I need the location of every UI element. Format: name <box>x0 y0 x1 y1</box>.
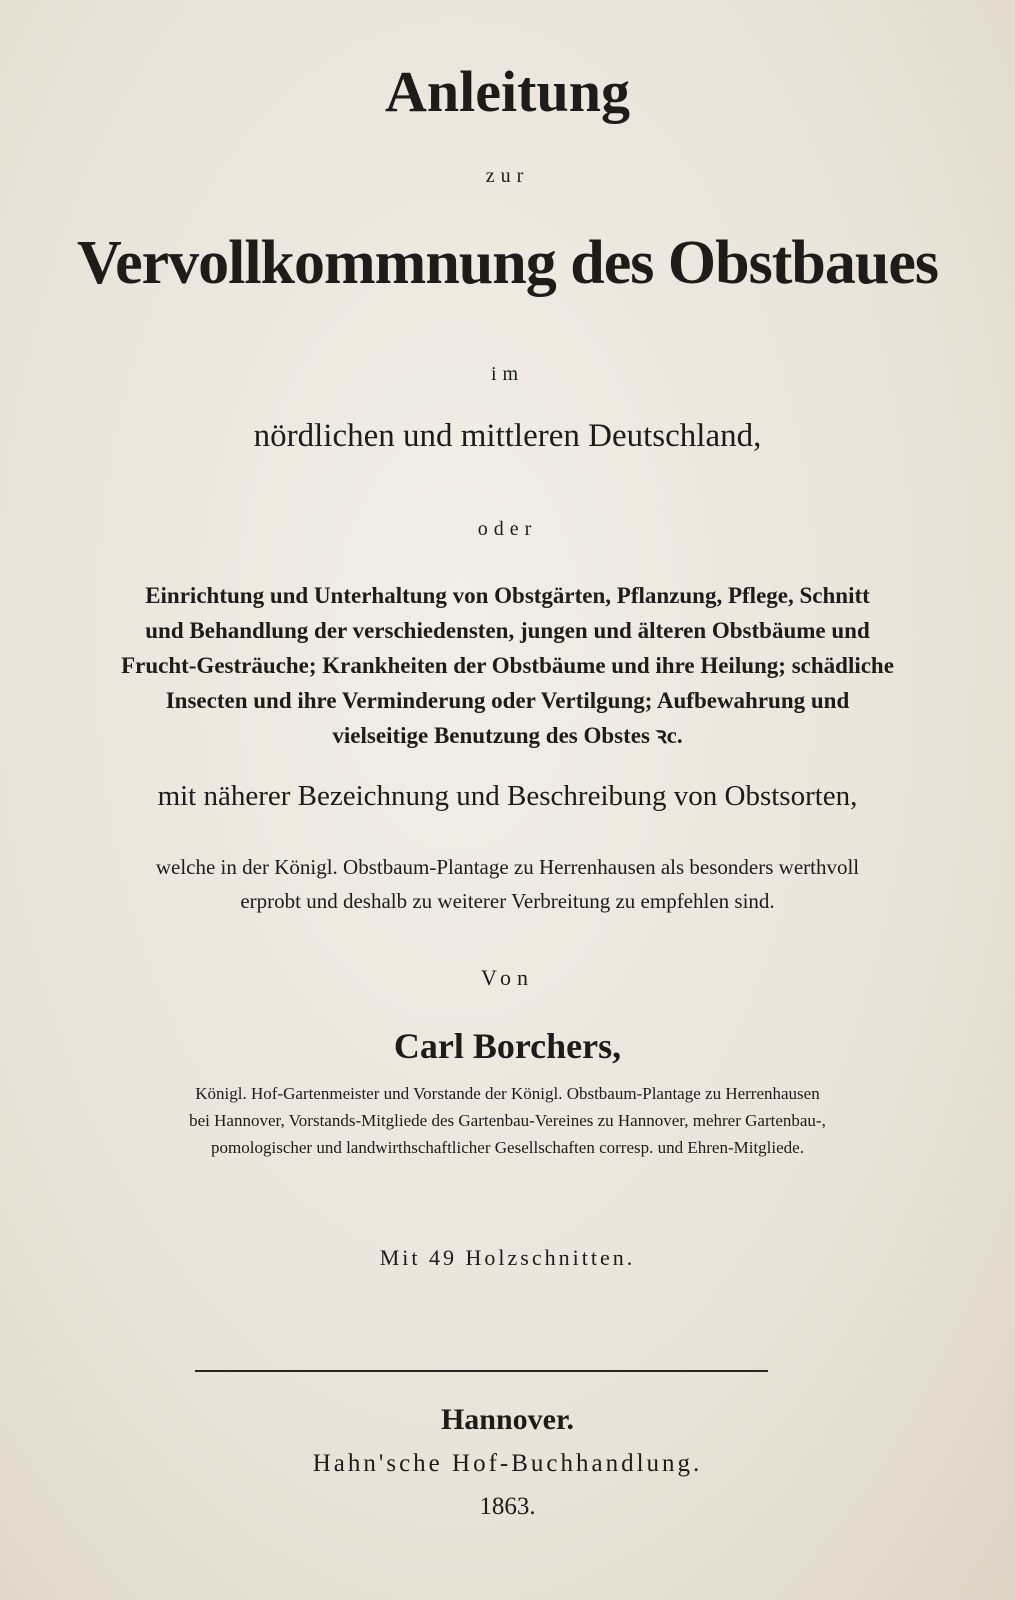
zur: zur <box>485 165 530 187</box>
subtitle: mit näherer Bezeichnung und Beschreibung von Obstsorten, <box>157 780 858 812</box>
oder: oder <box>477 518 538 540</box>
subtitle-detail-line: welche in der Königl. Obstbaum-Plantage zu Herrenhausen als besonders werthvoll <box>155 855 860 879</box>
illustrations-note: Mit 49 Holzschnitten. <box>379 1245 636 1270</box>
description-line: Frucht-Gesträuche; Krankheiten der Obstbäume und ihre Heilung; schädliche <box>121 653 894 678</box>
description <box>0 578 1015 753</box>
affiliation <box>0 1080 1015 1161</box>
description-line: vielseitige Benutzung des Obstes ꝛc. <box>332 723 683 748</box>
year: 1863. <box>479 1493 536 1520</box>
main-title: Vervollkommnung des Obstbaues <box>76 229 938 297</box>
place: Hannover. <box>440 1403 575 1436</box>
description-line: Insecten und ihre Verminderung oder Vertilgung; Aufbewahrung und <box>165 688 850 713</box>
title: Anleitung <box>385 59 630 124</box>
affiliation-line: bei Hannover, Vorstands-Mitgliede des Gartenbau-Vereines zu Hannover, mehrer Gartenbau-, <box>189 1111 826 1130</box>
description-line: Einrichtung und Unterhaltung von Obstgärten, Pflanzung, Pflege, Schnitt <box>145 583 870 608</box>
description-line: und Behandlung der verschiedensten, jungen und älteren Obstbäume und <box>145 618 870 643</box>
publisher: Hahn'sche Hof-Buchhandlung. <box>312 1450 703 1477</box>
region: nördlichen und mittleren Deutschland, <box>253 418 762 454</box>
affiliation-line: pomologischer und landwirthschaftlicher Gesellschaften corresp. und Ehren-Mitgliede. <box>211 1138 804 1157</box>
divider <box>195 1370 768 1372</box>
subtitle-detail-line: erprobt und deshalb zu weiterer Verbreitung zu empfehlen sind. <box>240 889 775 913</box>
im: im <box>490 363 525 385</box>
affiliation-line: Königl. Hof-Gartenmeister und Vorstande der Königl. Obstbaum-Plantage zu Herrenhausen <box>195 1084 820 1103</box>
author: Carl Borchers, <box>393 1026 622 1066</box>
subtitle-detail <box>0 850 1015 918</box>
von: Von <box>480 965 535 990</box>
